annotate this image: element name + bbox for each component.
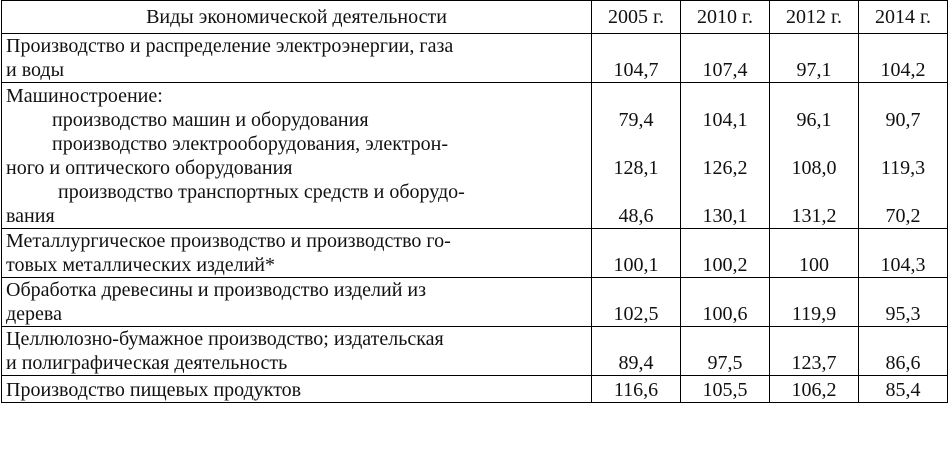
row-label-line: Производство пищевых продуктов	[6, 379, 302, 401]
cell-2012: 119,9	[770, 278, 859, 327]
header-2005: 2005 г.	[592, 1, 681, 34]
subrow-label-line: производство транспортных средств и оборудо-	[58, 181, 465, 203]
row-label-line: и воды	[6, 59, 65, 81]
subcell-value: 119,3	[880, 157, 926, 179]
table-row	[2, 278, 948, 327]
subrow-label-line: вания	[6, 205, 55, 227]
row-label-line: Металлургическое производство и производство го-	[6, 230, 451, 252]
data-table	[1, 0, 948, 403]
row-label-line: и полиграфическая деятельность	[6, 352, 288, 374]
subcell-value: 130,1	[702, 205, 748, 227]
cell-2012	[770, 83, 859, 229]
subcell-value: 128,1	[613, 157, 659, 179]
subrow-label-line: производство машин и оборудования	[52, 109, 369, 131]
row-label	[2, 376, 592, 403]
cell-2005: 89,4	[592, 327, 681, 376]
cell-2010: 100,6	[681, 278, 770, 327]
cell-2014: 104,3	[859, 229, 948, 278]
cell-2010	[681, 83, 770, 229]
subcell-value: 90,7	[885, 109, 921, 131]
cell-2014: 85,4	[859, 376, 948, 403]
subcell-value: 104,1	[702, 109, 748, 131]
header-2014: 2014 г.	[859, 1, 948, 34]
header-row	[2, 1, 948, 34]
cell-2010: 100,2	[681, 229, 770, 278]
cell-2014: 86,6	[859, 327, 948, 376]
row-label-line: Производство и распределение электроэнергии, газа	[6, 35, 454, 57]
row-label	[2, 327, 592, 376]
cell-2010: 105,5	[681, 376, 770, 403]
row-label	[2, 278, 592, 327]
table-row	[2, 34, 948, 83]
subrow-label-line: ного и оптического оборудования	[6, 157, 293, 179]
cell-2005: 100,1	[592, 229, 681, 278]
row-label	[2, 83, 592, 229]
cell-2012: 100	[770, 229, 859, 278]
table-row-group	[2, 83, 948, 229]
group-title: Машиностроение:	[6, 85, 163, 107]
row-label-line: Целлюлозно-бумажное производство; издательская	[6, 328, 444, 350]
row-label-line: Обработка древесины и производство изделий из	[6, 279, 427, 301]
subcell-value: 70,2	[885, 205, 921, 227]
subcell-value: 79,4	[618, 109, 654, 131]
row-label	[2, 34, 592, 83]
header-activity: Виды экономической деятельности	[2, 1, 592, 34]
subcell-value: 108,0	[791, 157, 837, 179]
cell-2005: 116,6	[592, 376, 681, 403]
cell-2010: 97,5	[681, 327, 770, 376]
row-label	[2, 229, 592, 278]
header-2010: 2010 г.	[681, 1, 770, 34]
header-2012: 2012 г.	[770, 1, 859, 34]
table-row	[2, 229, 948, 278]
cell-2014: 104,2	[859, 34, 948, 83]
cell-2014	[859, 83, 948, 229]
subcell-value: 48,6	[618, 205, 654, 227]
table-row	[2, 376, 948, 403]
table-row	[2, 327, 948, 376]
subrow-label-line: производство электрооборудования, электрон-	[52, 133, 449, 155]
cell-2010: 107,4	[681, 34, 770, 83]
cell-2014: 95,3	[859, 278, 948, 327]
subcell-value: 131,2	[791, 205, 837, 227]
subcell-value: 96,1	[796, 109, 832, 131]
subcell-value: 126,2	[702, 157, 748, 179]
row-label-line: дерева	[6, 303, 62, 325]
cell-2005	[592, 83, 681, 229]
cell-2012: 97,1	[770, 34, 859, 83]
row-label-line: товых металлических изделий*	[6, 254, 276, 276]
cell-2005: 102,5	[592, 278, 681, 327]
cell-2012: 123,7	[770, 327, 859, 376]
cell-2005: 104,7	[592, 34, 681, 83]
cell-2012: 106,2	[770, 376, 859, 403]
